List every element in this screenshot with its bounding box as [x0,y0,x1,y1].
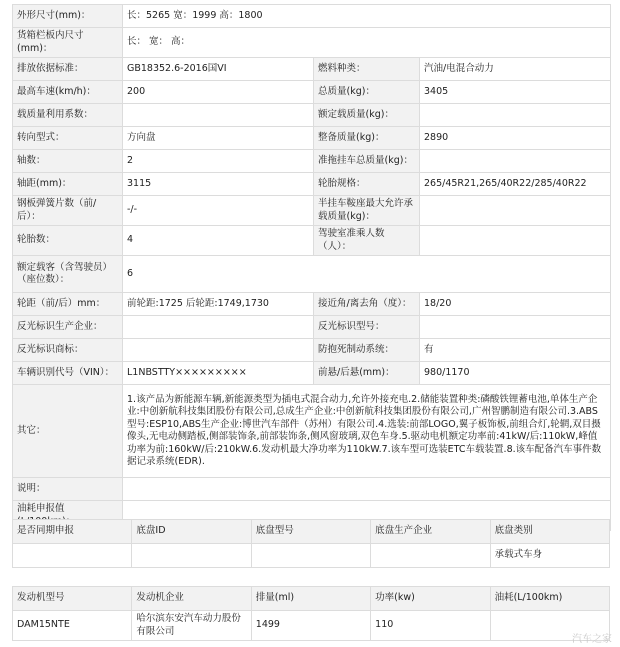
load-util-label: 载质量利用系数： [13,104,123,127]
engine-table [12,586,610,641]
chassis-header-row [13,520,610,544]
track-value: 前轮距:1725 后轮距:1749,1730 [123,293,314,316]
engine-value-cell: 1499 [251,611,370,641]
spec-row [13,58,611,81]
trailer-mass-value [420,150,611,173]
seats-value: 6 [123,256,611,293]
engine-header-cell: 功率(kw) [371,587,490,611]
chassis-header-cell: 底盘生产企业 [371,520,490,544]
spec-row [13,104,611,127]
trailer-mass-label: 准拖挂车总质量(kg)： [314,150,420,173]
cab-passengers-value [420,226,611,256]
other-label: 其它： [13,385,123,478]
reflect-brand-label: 反光标识商标： [13,339,123,362]
spec-row [13,339,611,362]
chassis-header-cell: 底盘ID [132,520,251,544]
max-speed-value: 200 [123,81,314,104]
watermark: 汽车之家 [572,634,612,645]
curb-mass-label: 整备质量(kg)： [314,127,420,150]
reflect-model-value [420,316,611,339]
wheelbase-label: 轴距(mm)： [13,173,123,196]
leaf-springs-value: -/- [123,196,314,226]
cargo-size-label: 货箱栏板内尺寸(mm)： [13,28,123,58]
spec-row [13,316,611,339]
fuel-type-value: 汽油/电混合动力 [420,58,611,81]
engine-value-cell: 哈尔滨东安汽车动力股份有限公司 [132,611,251,641]
axles-value: 2 [123,150,314,173]
chassis-header-cell: 底盘类别 [490,520,609,544]
tire-count-label: 轮胎数： [13,226,123,256]
load-util-value [123,104,314,127]
engine-header-row [13,587,610,611]
max-speed-label: 最高车速(km/h)： [13,81,123,104]
rated-load-label: 额定载质量(kg)： [314,104,420,127]
approach-angle-value: 18/20 [420,293,611,316]
reflect-maker-value [123,316,314,339]
vin-label: 车辆识别代号（VIN）： [13,362,123,385]
outer-size-value: 长：5265 宽：1999 高：1800 [123,5,611,28]
chassis-value-cell [132,544,251,568]
spec-row [13,150,611,173]
engine-value-row [13,611,610,641]
remark-label: 说明： [13,478,123,501]
other-value: 1.该产品为新能源车辆,新能源类型为插电式混合动力,允许外接充电.2.储能装置种类:磷酸铁锂蓄电池,单体生产企业:中创新航科技集团股份有限公司,总成生产企业:中创新航科技集团股份有限公司,广州智鹏制造有限公司.3.ABS型号:ESP10,ABS生产企业:博世汽车部件（苏州）有限公司.4.选装:前部LOGO,翼子板饰板,前组合灯,轮辋,双目摄像头,无电动侧踏板,侧部装饰条,前部装饰条,侧风窗玻璃,双色车身.5.驱动电机额定功率前:41kW/后:110kW,峰值功率为前:160kW/后:210kW.6.发动机最大净功率为110kW.7.该车型可选装ETC车载装置.8.该车配备汽车事件数据记录系统(EDR). [123,385,611,478]
standard-label: 排放依据标准： [13,58,123,81]
tire-spec-label: 轮胎规格： [314,173,420,196]
vin-value: L1NBSTTY××××××××× [123,362,314,385]
rated-load-value [420,104,611,127]
steering-value: 方向盘 [123,127,314,150]
overhang-value: 980/1170 [420,362,611,385]
saddle-mass-label: 半挂车鞍座最大允许承载质量(kg)： [314,196,420,226]
spec-row [13,127,611,150]
chassis-value-cell [13,544,132,568]
spec-row [13,362,611,385]
engine-header-cell: 油耗(L/100km) [490,587,609,611]
fuel-report-label: 油耗申报值 [13,501,123,531]
total-mass-label: 总质量(kg)： [314,81,420,104]
reflect-model-label: 反光标识型号： [314,316,420,339]
abs-value: 有 [420,339,611,362]
engine-value-cell: 110 [371,611,490,641]
spec-row [13,196,611,226]
spec-row [13,173,611,196]
remark-value [123,478,611,501]
spec-row [13,256,611,293]
outer-size-label: 外形尺寸(mm)： [13,5,123,28]
abs-label: 防抱死制动系统： [314,339,420,362]
saddle-mass-value [420,196,611,226]
tire-spec-value: 265/45R21,265/40R22/285/40R22 [420,173,611,196]
cargo-size-value: 长： 宽： 高： [123,28,611,58]
steering-label: 转向型式： [13,127,123,150]
spec-row [13,28,611,58]
spec-row [13,5,611,28]
total-mass-value: 3405 [420,81,611,104]
engine-value-cell: DAM15NTE [13,611,132,641]
chassis-value-cell [371,544,490,568]
chassis-table [12,519,610,568]
chassis-value-cell [251,544,370,568]
overhang-label: 前悬/后悬(mm)： [314,362,420,385]
axles-label: 轴数： [13,150,123,173]
wheelbase-value: 3115 [123,173,314,196]
chassis-value-row [13,544,610,568]
chassis-header-cell: 底盘型号 [251,520,370,544]
seats-label: 额定载客（含驾驶员）（座位数）： [13,256,123,293]
approach-angle-label: 接近角/离去角（度）： [314,293,420,316]
spec-table [12,4,611,531]
spec-row [13,226,611,256]
tire-count-value: 4 [123,226,314,256]
leaf-springs-label: 钢板弹簧片数（前/后）： [13,196,123,226]
spec-row [13,293,611,316]
engine-header-cell: 排量(ml) [251,587,370,611]
track-label: 轮距（前/后）mm： [13,293,123,316]
chassis-value-cell: 承载式车身 [490,544,609,568]
chassis-header-cell: 是否同期申报 [13,520,132,544]
reflect-brand-value [123,339,314,362]
spec-row [13,385,611,478]
engine-header-cell: 发动机企业 [132,587,251,611]
reflect-maker-label: 反光标识生产企业： [13,316,123,339]
fuel-type-label: 燃料种类： [314,58,420,81]
engine-header-cell: 发动机型号 [13,587,132,611]
cab-passengers-label: 驾驶室准乘人数（人）： [314,226,420,256]
standard-value: GB18352.6-2016国VI [123,58,314,81]
spec-row [13,478,611,501]
spec-row [13,81,611,104]
curb-mass-value: 2890 [420,127,611,150]
